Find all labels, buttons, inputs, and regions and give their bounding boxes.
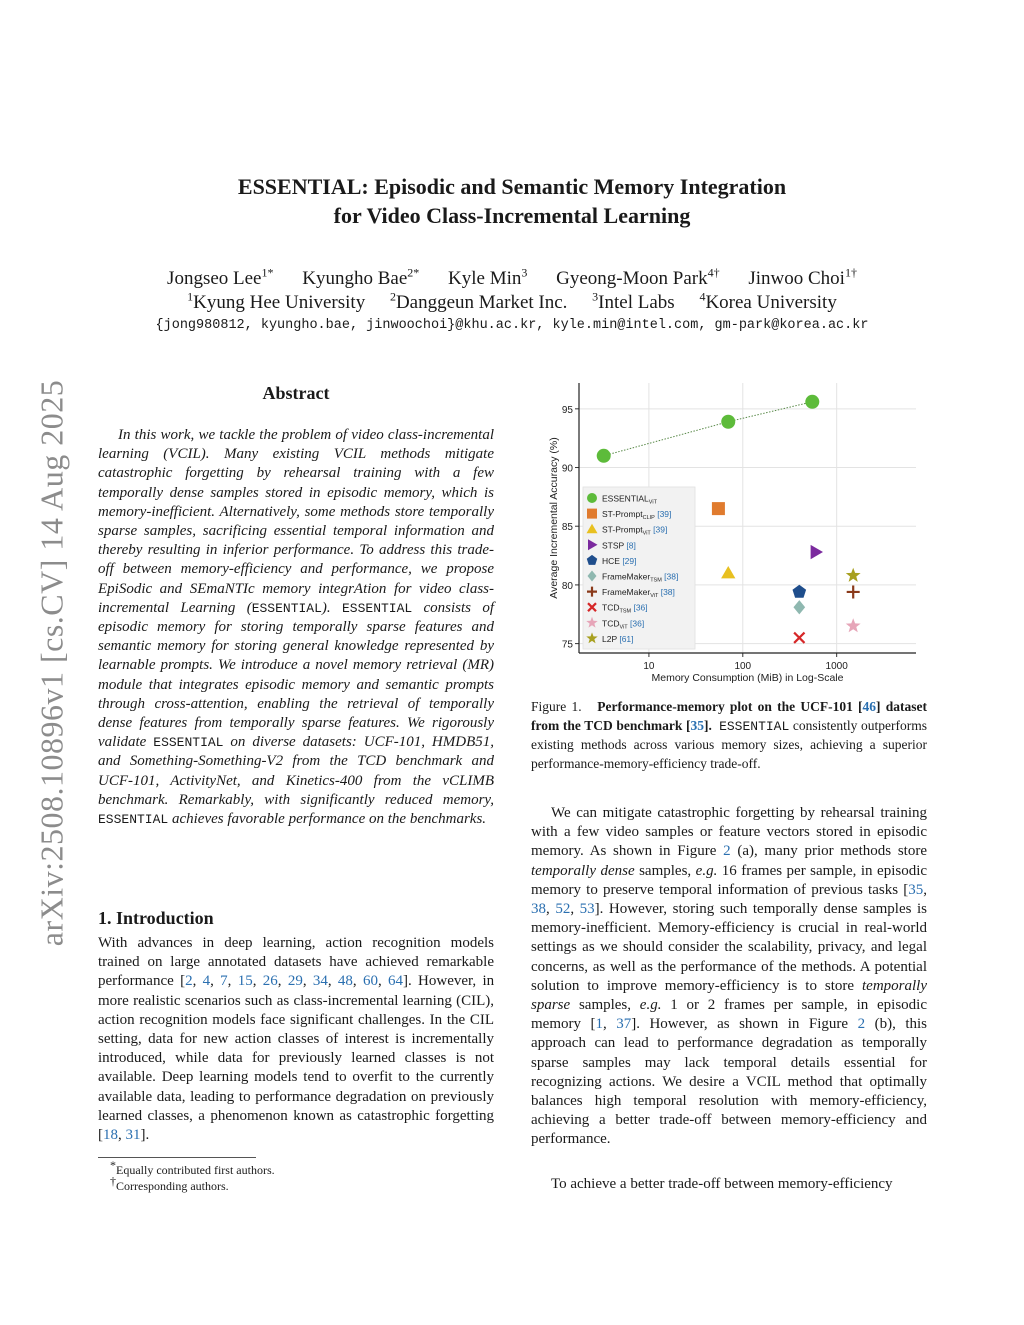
intro-right-last-line: To achieve a better trade-off between memory-efficiency — [551, 1176, 893, 1192]
y-tick-label: 95 — [561, 404, 573, 416]
citation-link[interactable]: 26 — [262, 973, 278, 990]
abstract-body: In this work, we tackle the problem of video class-incremental learning (VCIL). Many existing VCIL methods mitigate catastrophic forgetting by rehearsal training with a few temporally dense samples stored in episodic memory, which is memory-inefficient. Alternatively, some methods store temporally sparse samples, sacrificing essential temporal information and thereby resulting in inferior performance. To address this trade-off between memory-efficiency and performance, we propose EpiSodic and SEmaNTIc memory integrAtion for video class-incremental Learning (ESSENTIAL). ESSENTIAL consists of episodic memory for storing temporally sparse features and semantic memory for storing general knowledge represented by learnable prompts. We introduce a novel memory retrieval (MR) module that integrates episodic memory and semantic prompts through cross-attention, enabling the retrieval of temporally dense features from temporally sparse features. We rigorously validate ESSENTIAL on diverse datasets: UCF-101, HMDB51, and Something-Something-V2 from the TCD benchmark and UCF-101, ActivityNet, and Kinetics-400 from the vCLIMB benchmark. Remarkably, with significantly reduced memory, ESSENTIAL achieves favorable performance on the benchmarks. — [98, 427, 494, 828]
y-tick-label: 75 — [561, 639, 573, 651]
title-line-2: for Video Class-Incremental Learning — [333, 203, 691, 228]
citation-link[interactable]: 35 — [690, 717, 704, 733]
citation-link[interactable]: 29 — [287, 973, 303, 990]
data-point — [793, 585, 807, 598]
data-point — [597, 449, 611, 463]
citation-link[interactable]: 31 — [125, 1127, 141, 1144]
intro-heading: 1. Introduction — [98, 908, 214, 928]
footnote-1: *Equally contributed first authors. — [110, 1158, 275, 1177]
footnote-rule — [98, 1157, 256, 1158]
x-tick-label: 1000 — [825, 661, 848, 672]
citation-link[interactable]: 15 — [237, 973, 253, 990]
citation-link[interactable]: 46 — [862, 699, 877, 714]
legend-label: FrameMaker$_{TSM}$ [38] — [602, 571, 679, 584]
citation-link[interactable]: 1 — [595, 1016, 603, 1033]
citation-link[interactable]: 4 — [202, 973, 211, 990]
legend-label: FrameMaker$_{ViT}$ [38] — [602, 587, 675, 600]
citation-link[interactable]: 37 — [616, 1016, 632, 1033]
x-tick-label: 100 — [734, 661, 752, 672]
y-axis-label: Average Incremental Accuracy (%) — [548, 437, 560, 599]
legend-label: L2P [61] — [602, 633, 634, 644]
legend-label: HCE [29] — [602, 555, 637, 566]
author: Gyeong-Moon Park$^{4\dagger}$ — [556, 265, 720, 289]
data-point — [794, 633, 804, 643]
data-point — [721, 566, 735, 578]
citation-link[interactable]: 48 — [337, 973, 353, 990]
data-point — [712, 502, 725, 515]
legend-label: $TCD_{ViT}$ [36] — [602, 618, 645, 631]
figure-1 — [531, 375, 927, 685]
citation-link[interactable]: 34 — [312, 973, 328, 990]
citation-link[interactable]: 7 — [220, 973, 228, 990]
data-point — [721, 415, 735, 429]
intro-paragraph: With advances in deep learning, action recognition models trained on large annotated datasets have achieved remarkable performance [2, 4, 7, 15, 26, 29, 34, 48, 60, 64]. However, in more realistic scenarios such as class-incremental learning (CIL), action recognition models face significant challenges. In the CIL setting, data for new action classes of interest is incrementally introduced, while data for previously learned classes is not available. Deep learning models tend to overfit to the currently available data, leading to performance degradation on previously learned classes, a phenomenon known as catastrophic forgetting [18, 31]. — [98, 935, 495, 1144]
affiliation: $^4$Korea University — [699, 289, 837, 313]
data-point — [846, 568, 861, 582]
figure-ref-link[interactable]: 2 — [723, 843, 731, 860]
y-tick-label: 80 — [561, 580, 573, 592]
series-line — [604, 402, 813, 456]
citation-link[interactable]: 53 — [579, 901, 595, 918]
citation-link[interactable]: 60 — [362, 973, 378, 990]
y-tick-label: 85 — [561, 522, 573, 534]
legend-label: ST-Prompt$_{CLIP}$ [39] — [602, 509, 672, 522]
intro-right-paragraph: We can mitigate catastrophic forgetting by rehearsal training with a few video samples or feature vectors stored in episodic memory. As shown in Figure 2 (a), many prior methods store temporally dense samples, e.g. 16 frames per sample, in episodic memory to preserve temporal information of previous tasks [35, 38, 52, 53]. However, storing such temporally dense samples is memory-inefficient. Memory-efficiency is crucial in real-world settings as we should consider the scalability, privacy, and legal concerns, as well as the performance of the methods. A potential solution to improve memory-efficiency is to store temporally sparse samples, e.g. 1 or 2 frames per sample, in episodic memory [1, 37]. However, as shown in Figure 2 (b), this approach can lead to performance degradation as temporally sparse samples may lack temporal details essential for recognizing actions. We desire a VCIL method that optimally balances high temporal resolution with memory-efficiency, achieving a better trade-off between memory-efficiency and performance. — [531, 805, 928, 1148]
legend-label: $ESSENTIAL_{ViT}$ — [602, 493, 657, 506]
abstract-heading: Abstract — [262, 383, 330, 403]
legend-label: STSP [8] — [602, 540, 636, 551]
figure-1-caption: Figure 1. Performance-memory plot on the UCF-101 [46] dataset from the TCD benchmark [35]. ESSENTIAL consistently outperforms existing methods across various memory sizes, achieving a superior performance-memory-efficiency trade-off. — [531, 699, 928, 771]
author-list — [0, 266, 1024, 291]
legend-label: $TCD_{TSM}$ [36] — [602, 602, 648, 615]
affiliation: $^2$Danggeun Market Inc. — [389, 289, 568, 313]
author: Kyle Min$^3$ — [448, 265, 528, 289]
author-emails[interactable]: {jong980812, kyungho.bae, jinwoochoi}@khu.ac.kr, kyle.min@intel.com, gm-park@korea.ac.kr — [155, 318, 869, 333]
performance-memory-chart — [531, 375, 927, 685]
citation-link[interactable]: 18 — [103, 1127, 118, 1144]
author: Jongseo Lee$^{1*}$ — [167, 265, 274, 289]
data-point — [793, 600, 805, 614]
citation-link[interactable]: 2 — [185, 973, 193, 990]
data-point — [847, 585, 860, 598]
legend-marker — [587, 509, 597, 519]
x-tick-label: 10 — [643, 661, 655, 672]
affiliation: $^3$Intel Labs — [592, 289, 675, 313]
citation-link[interactable]: 64 — [388, 973, 403, 990]
x-axis-label: Memory Consumption (MiB) in Log-Scale — [651, 672, 844, 684]
arxiv-watermark: arXiv:2508.10896v1 [cs.CV] 14 Aug 2025 — [33, 379, 70, 947]
figure-ref-link[interactable]: 2 — [857, 1016, 866, 1033]
legend-marker — [587, 493, 597, 503]
data-point — [811, 545, 823, 559]
author: Kyungho Bae$^{2*}$ — [302, 265, 420, 289]
paper-title — [0, 172, 1024, 230]
footnote-2: †Corresponding authors. — [110, 1174, 229, 1193]
citation-link[interactable]: 38 — [531, 901, 546, 918]
citation-link[interactable]: 35 — [908, 881, 924, 898]
data-point — [805, 395, 819, 409]
legend-label: ST-Prompt$_{ViT}$ [39] — [602, 524, 668, 537]
author: Jinwoo Choi$^{1\dagger}$ — [748, 265, 857, 289]
title-line-1: ESSENTIAL: Episodic and Semantic Memory Integration — [237, 174, 787, 199]
y-tick-label: 90 — [561, 463, 573, 475]
data-point — [846, 618, 861, 632]
affiliation-list — [0, 290, 1024, 315]
citation-link[interactable]: 52 — [555, 901, 571, 918]
affiliation: $^1$Kyung Hee University — [187, 289, 366, 313]
